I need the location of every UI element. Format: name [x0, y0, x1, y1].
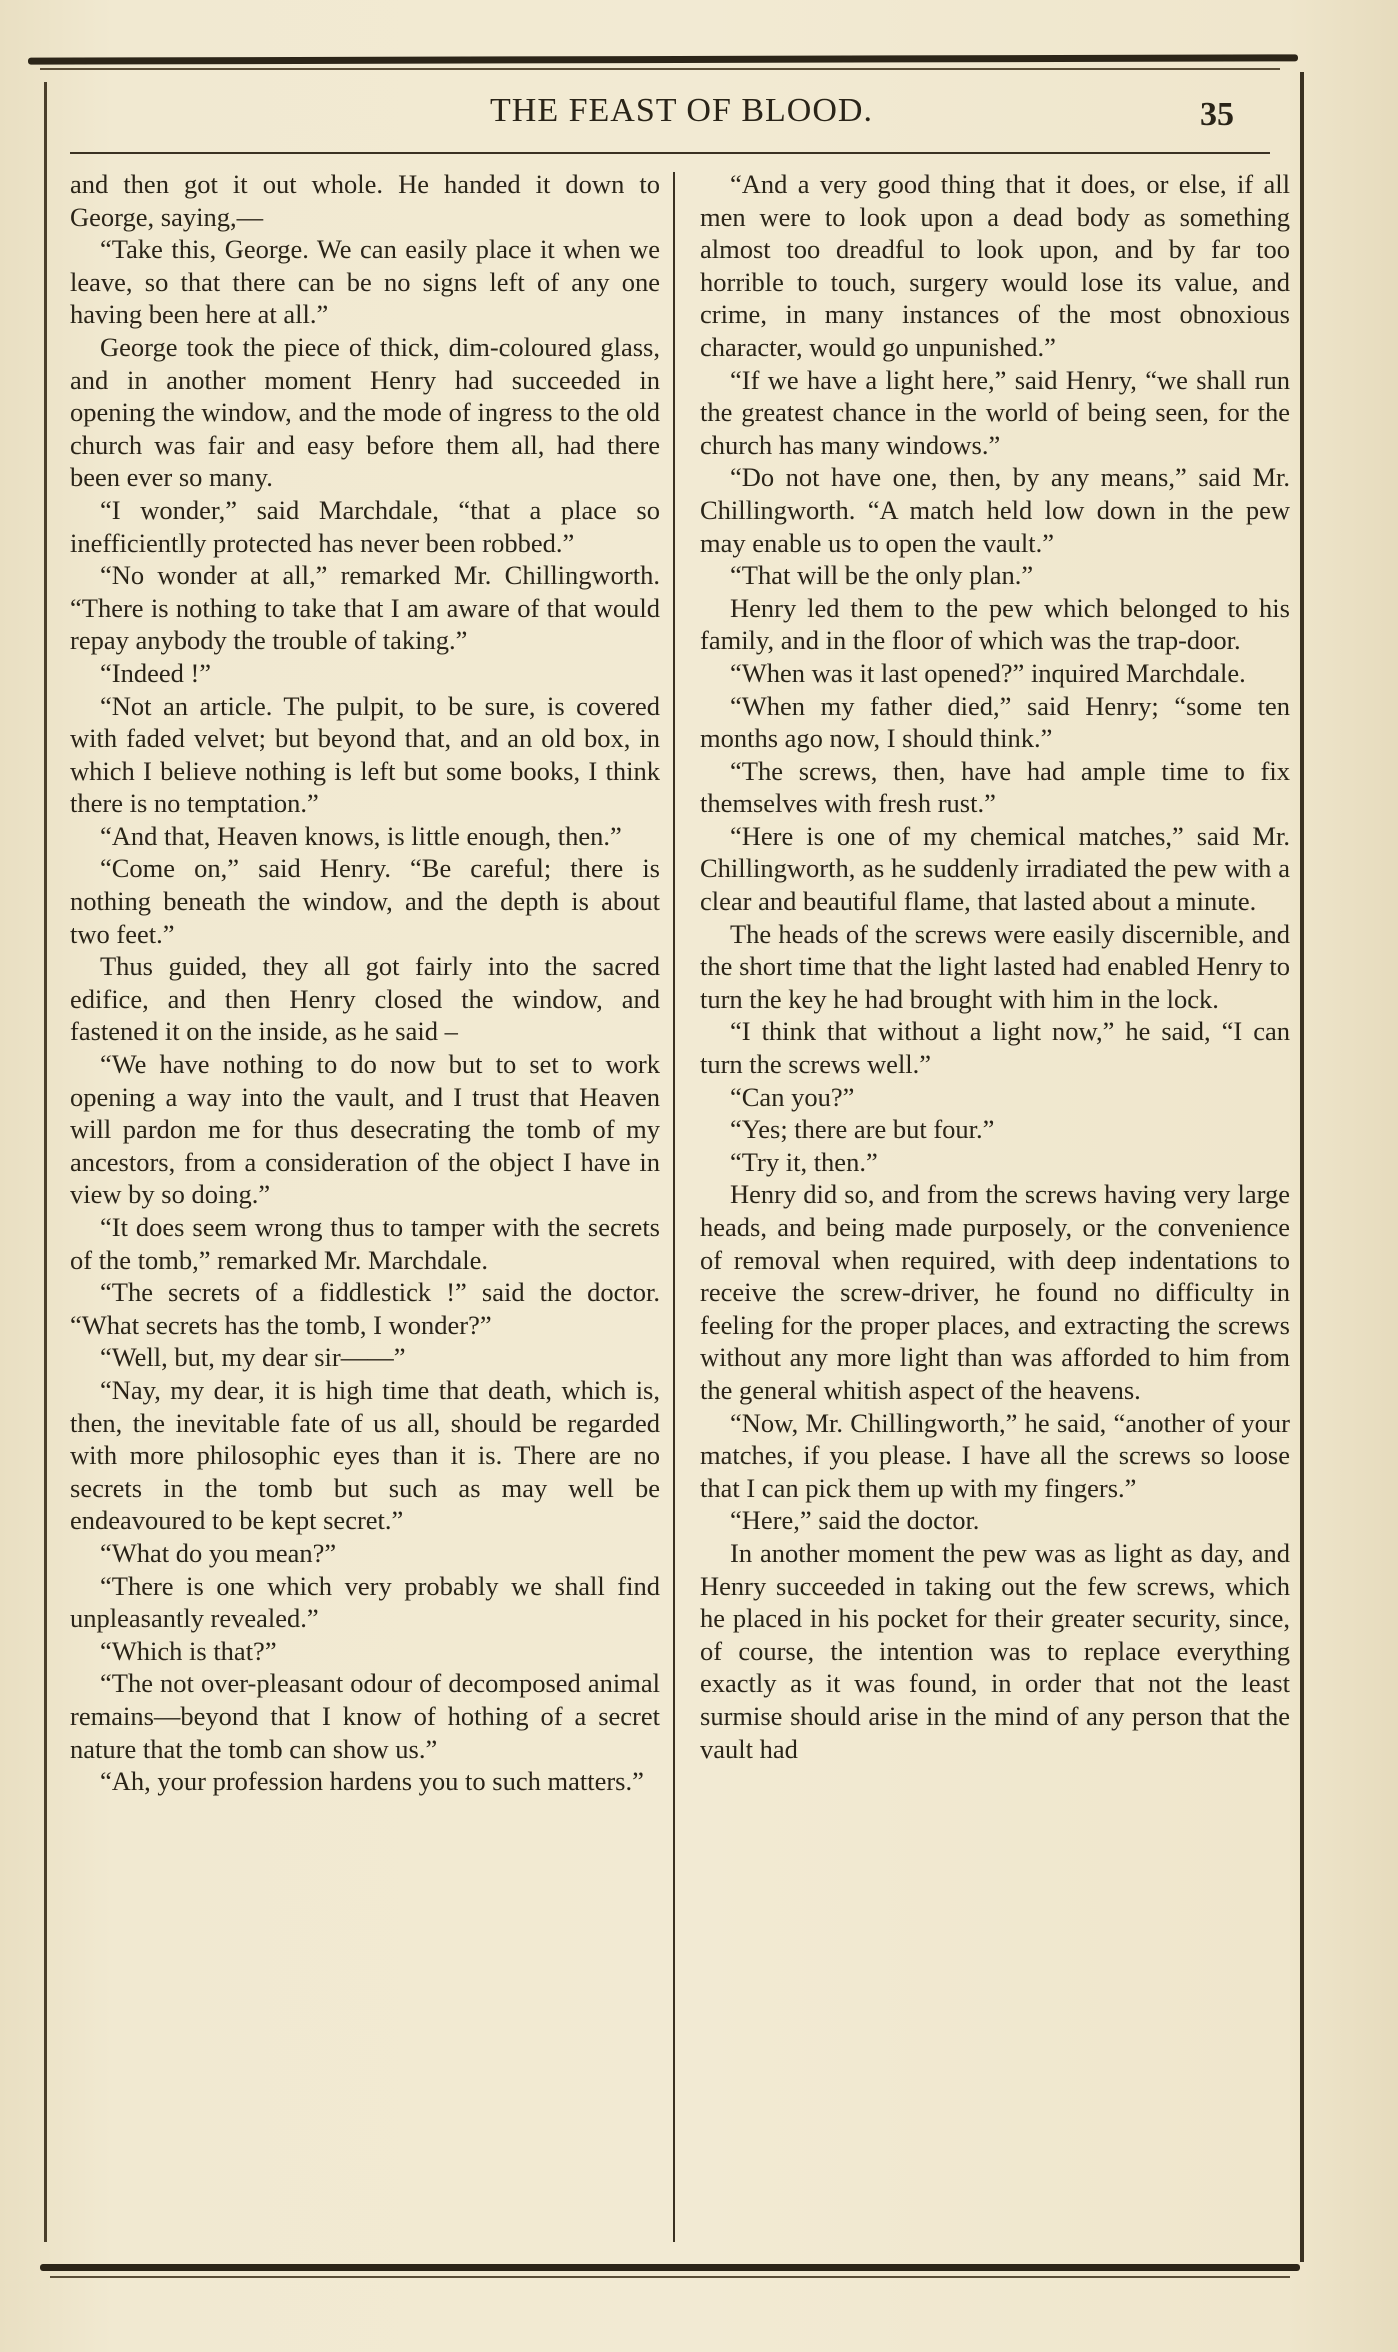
paragraph: “That will be the only plan.”: [730, 560, 1034, 591]
paragraph: “No wonder at all,” remarked Mr. Chillingworth. “There is nothing to take that I am aware of that would repay anybody the trouble of taking.”: [70, 560, 660, 656]
paragraph: “Do not have one, then, by any means,” said Mr. Chillingworth. “A match held low down in the pew may enable us to open the vault.”: [700, 462, 1290, 558]
bottom-rule: [40, 2264, 1300, 2271]
paragraph: “Here,” said the doctor.: [730, 1505, 980, 1536]
paragraph: “The not over-pleasant odour of decomposed animal remains—beyond that I know of hothing of a secret nature that the tomb can show us.”: [70, 1668, 660, 1764]
left-column: [70, 168, 660, 1798]
paragraph: “I wonder,” said Marchdale, “that a place so inefficientlly protected has never been robbed.”: [70, 494, 660, 558]
paragraph: “When my father died,” said Henry; “some ten months ago now, I should think.”: [700, 690, 1290, 754]
paragraph: “When was it last opened?” inquired Marchdale.: [730, 657, 1246, 688]
paragraph: “Yes; there are but four.”: [730, 1114, 995, 1145]
paragraph: “Can you?”: [730, 1081, 855, 1112]
right-border: [1300, 72, 1304, 2262]
paragraph: “There is one which very probably we shall find unpleasantly revealed.”: [70, 1570, 660, 1634]
paragraph: Thus guided, they all got fairly into the sacred edifice, and then Henry closed the window, and fastened it on the inside, as he said –: [70, 951, 660, 1047]
paragraph: The heads of the screws were easily discernible, and the short time that the light lasted had enabled Henry to turn the key he had brought with him in the lock.: [700, 918, 1290, 1014]
paragraph: “The secrets of a fiddlestick !” said the doctor. “What secrets has the tomb, I wonder?”: [70, 1277, 660, 1340]
paragraph: Henry led them to the pew which belonged to his family, and in the floor of which was the trap-door.: [700, 592, 1290, 656]
paragraph: “If we have a light here,” said Henry, “we shall run the greatest chance in the world of being seen, for the church has many windows.”: [700, 364, 1290, 460]
paragraph: “And a very good thing that it does, or else, if all men were to look upon a dead body as something almost too dreadful to look upon, and by far too horrible to touch, surgery would lose its value, and crime, in many instances of the most obnoxious character, would go unpunished.”: [700, 169, 1290, 362]
page-number: 35: [1200, 96, 1234, 133]
paragraph: “Come on,” said Henry. “Be careful; there is nothing beneath the window, and the depth is about two feet.”: [70, 853, 660, 949]
paragraph: Henry did so, and from the screws having very large heads, and being made purposely, or the convenience of removal when required, with deep indentations to receive the screw-driver, he found no difficulty in feeling for the proper places, and extracting the screws without any more light than was afforded to him from the general whitish aspect of the heavens.: [700, 1179, 1290, 1405]
paragraph: “What do you mean?”: [100, 1537, 337, 1568]
paragraph: “Now, Mr. Chillingworth,” he said, “another of your matches, if you please. I have all the screws so loose that I can pick them up with my fingers.”: [700, 1407, 1290, 1503]
paragraph: “Take this, George. We can easily place it when we leave, so that there can be no signs left of any one having been here at all.”: [70, 234, 660, 330]
paragraph: and then got it out whole. He handed it down to George, saying,—: [70, 169, 660, 232]
paragraph: “I think that without a light now,” he said, “I can turn the screws well.”: [700, 1016, 1290, 1080]
paragraph: “Well, but, my dear sir——”: [100, 1342, 406, 1373]
page-header: [60, 92, 1260, 142]
paragraph: “And that, Heaven knows, is little enough, then.”: [100, 820, 622, 851]
bottom-rule-thin: [50, 2276, 1290, 2278]
paragraph: “Not an article. The pulpit, to be sure, is covered with faded velvet; but beyond that, and an old box, in which I believe nothing is left but some books, I think there is no temptation.”: [70, 690, 660, 819]
running-title: THE FEAST OF BLOOD.: [490, 92, 873, 129]
right-column: [700, 168, 1290, 1765]
header-rule: [70, 152, 1270, 154]
paragraph: George took the piece of thick, dim-coloured glass, and in another moment Henry had succeeded in opening the window, and the mode of ingress to the old church was fair and easy before them all, had there been ever so many.: [70, 331, 660, 493]
paragraph: “Which is that?”: [100, 1635, 277, 1666]
paragraph: “Indeed !”: [100, 657, 212, 688]
column-divider: [673, 172, 675, 2242]
paragraph: “Here is one of my chemical matches,” said Mr. Chillingworth, as he suddenly irradiated the pew with a clear and beautiful flame, that lasted about a minute.: [700, 820, 1290, 917]
left-border: [44, 82, 47, 2242]
paragraph: “Ah, your profession hardens you to such matters.”: [100, 1766, 644, 1797]
paragraph: “Nay, my dear, it is high time that death, which is, then, the inevitable fate of us all, should be regarded with more philosophic eyes than it is. There are no secrets in the tomb but such as may well be endeavoured to be kept secret.”: [70, 1374, 660, 1536]
paragraph: “The screws, then, have had ample time to fix themselves with fresh rust.”: [700, 755, 1290, 819]
paragraph: “Try it, then.”: [730, 1146, 878, 1177]
paragraph: “It does seem wrong thus to tamper with the secrets of the tomb,” remarked Mr. Marchdale.: [70, 1212, 660, 1275]
top-rule-thin: [40, 68, 1280, 70]
paragraph: “We have nothing to do now but to set to work opening a way into the vault, and I trust that Heaven will pardon me for thus desecrating the tomb of my ancestors, from a consideration of the object I have in view by so doing.”: [70, 1049, 660, 1210]
top-rule: [28, 54, 1298, 64]
paragraph: In another moment the pew was as light as day, and Henry succeeded in taking out the few screws, which he placed in his pocket for their greater security, since, of course, the intention was to replace everything exactly as it was found, in order that not the least surmise should arise in the mind of any person that the vault had: [700, 1537, 1290, 1764]
